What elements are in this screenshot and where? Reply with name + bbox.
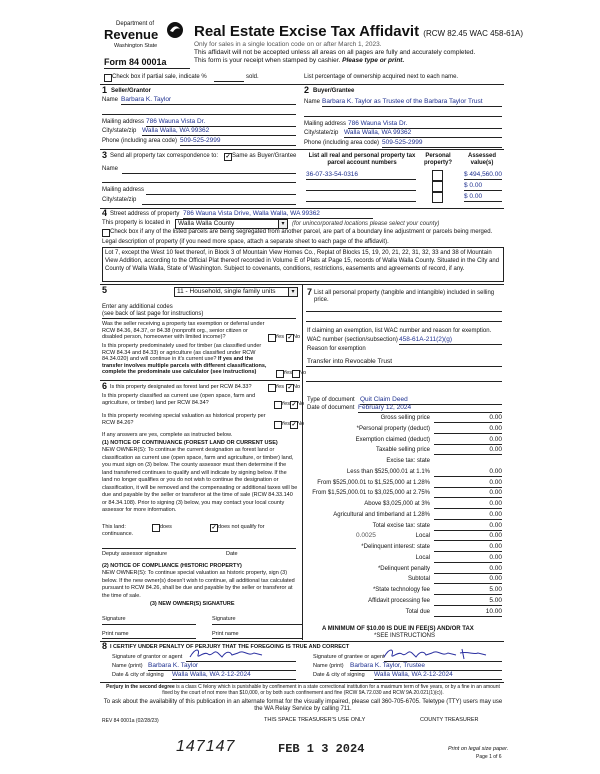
seller-phone-label: Phone (including area code) — [102, 138, 178, 144]
subtitle-1: Only for sales in a single location code on or after March 1, 2023. — [194, 41, 382, 48]
seller-heading: Seller/Grantor — [111, 88, 152, 94]
dept-of-label: Department of — [116, 21, 155, 27]
grantor-date-label: Date & city of signing — [112, 672, 164, 678]
historic-no-label: No — [297, 421, 305, 427]
county-treasurer-label: COUNTY TREASURER — [420, 717, 479, 723]
calc-row-value[interactable]: 0.00 — [434, 543, 502, 552]
personal-property-label: List all personal property (tangible and intangible) included in selling price. — [314, 290, 495, 303]
grantee-date-label: Date & city of signing — [313, 672, 365, 678]
owner-sig-2-label: Signature — [212, 616, 236, 622]
seller-name-label: Name — [102, 97, 119, 103]
sec6-num: 6 — [102, 381, 108, 391]
continuance-label: continuance. — [102, 531, 134, 537]
local-rate-value[interactable]: 0.0025 — [356, 532, 376, 539]
sec2-num: 2 — [304, 85, 310, 95]
calc-row-label: *State technology fee — [372, 587, 430, 593]
calc-row-value[interactable]: 5.00 — [434, 597, 502, 606]
street-address[interactable]: 786 Wauna Vista Drive, Walla Walla, WA 99362 — [183, 210, 373, 219]
certify-statement: I CERTIFY UNDER PENALTY OF PERJURY THAT THE FOREGOING IS TRUE AND CORRECT — [110, 644, 350, 650]
same-as-buyer-checkbox[interactable]: ✓ — [225, 154, 231, 160]
dor-logo — [104, 21, 184, 57]
wac-number[interactable]: 458-61A-211(2)(g) — [399, 336, 502, 345]
title-text: Real Estate Excise Tax Affidavit — [194, 23, 420, 40]
calc-row-value[interactable]: 0.00 — [434, 500, 502, 509]
segregated-checkbox[interactable] — [102, 229, 110, 237]
calc-row-label: From $525,000.01 to $1,525,000 at 1.28% — [317, 480, 430, 486]
q2-yes-label: Yes — [283, 370, 292, 376]
sec7-num: 7 — [307, 287, 313, 297]
assessed-col-header: Assessed value(s) — [467, 153, 497, 166]
subtitle-3 — [194, 57, 404, 65]
buyer-phone-label: Phone (including area code) — [304, 140, 380, 146]
calc-row-label: *Delinquent penalty — [377, 566, 430, 572]
dept-name: Revenue — [104, 27, 159, 42]
current-use-question: Is this property classified as current use (open space, farm and agriculture, or timber) land per RCW 84.34? — [102, 393, 256, 406]
unincorporated-note: (for unincorporated locations please select your county) — [292, 221, 440, 227]
assessed-value-1[interactable]: $ 494,560.00 — [464, 171, 502, 178]
form-title — [194, 24, 523, 42]
calc-row-label: Less than $525,000.01 at 1.1% — [346, 469, 430, 475]
personal-col-header: Personal property? — [423, 153, 452, 166]
seller-mail[interactable]: 786 Wauna Vista Dr. — [146, 118, 296, 127]
timber-q-b: If yes and the transfer involves multiple parcels with different classifications, complete the predominate use calculator (see instructions) — [102, 356, 267, 375]
buyer-mail[interactable]: 786 Wauna Vista Dr. — [348, 120, 502, 129]
q1-no-label: No — [293, 334, 301, 340]
this-land-label: This land: — [102, 524, 126, 530]
personal-checkbox-2[interactable] — [432, 181, 443, 192]
timber-q-a: Is this property predominately used for timber (as classified under RCW 84.34 and 84.33) or agriculture (as classified under RCW 84.34.020) and will continue in it's current use? — [102, 343, 262, 362]
calc-row-value[interactable]: 0.00 — [434, 532, 502, 541]
sec8-num: 8 — [102, 641, 108, 651]
q2-no-label: No — [299, 370, 307, 376]
sold-label: sold. — [246, 74, 259, 80]
list-pct-label: List percentage of ownership acquired next to each name. — [304, 74, 459, 80]
q1-yes-label: Yes — [275, 334, 284, 340]
deputy-assessor-label: Deputy assessor signature — [102, 551, 168, 557]
addl-codes-label: Enter any additional codes — [102, 304, 173, 310]
seller-mail-label: Mailing address — [102, 119, 145, 125]
sec5-num: 5 — [102, 285, 108, 295]
does-checkbox[interactable] — [152, 524, 160, 532]
forest-question: Is this property designated as forest land per RCW 84.33? — [110, 384, 252, 390]
calc-row-label: Agricultural and timberland at 1.28% — [333, 512, 430, 518]
reason-label: Reason for exemption — [307, 346, 366, 352]
county-dropdown-arrow-icon[interactable]: ▾ — [278, 219, 288, 229]
buyer-mail-label: Mailing address — [304, 121, 347, 127]
calc-row-label: Local — [415, 533, 430, 539]
title-cite: (RCW 82.45 WAC 458-61A) — [423, 29, 524, 38]
forest-no-checkbox[interactable]: ✓ — [287, 385, 293, 391]
owner-print-2-label: Print name — [212, 631, 239, 637]
calc-row-value[interactable]: 0.00 — [434, 479, 502, 488]
swirl-logo-icon — [166, 21, 184, 39]
land-use-dropdown-arrow-icon[interactable]: ▾ — [288, 287, 298, 297]
owner-print-1-label: Print name — [102, 631, 129, 637]
land-use-select[interactable] — [174, 287, 296, 297]
does-not-checkbox[interactable]: ✓ — [211, 525, 217, 531]
street-label: Street address of property — [110, 211, 180, 217]
corr-name-label: Name — [102, 166, 119, 172]
see-back-label: (see back of last page for instructions) — [102, 311, 204, 317]
calc-row-value[interactable]: 0.00 — [434, 414, 502, 423]
grantee-sig-label: Signature of grantee or agent — [313, 654, 385, 660]
handwritten-receipt-number: 147147 — [176, 738, 236, 755]
calc-row-value[interactable]: 0.00 — [434, 565, 502, 574]
historic-yes-label: Yes — [281, 421, 290, 427]
calc-row-label: Above $3,025,000 at 3% — [364, 501, 430, 507]
current-use-no-checkbox[interactable]: ✓ — [291, 402, 297, 408]
calc-row-value[interactable]: 0.00 — [434, 575, 502, 584]
current-use-yes-label: Yes — [281, 401, 290, 407]
calc-row-label: Excise tax: state — [386, 458, 430, 464]
grantor-name-label: Name (print) — [112, 663, 143, 669]
does-label: does — [160, 524, 172, 530]
revision-label: REV 84 0001a (02/28/23) — [102, 718, 159, 724]
assessed-value-2[interactable]: $ 0.00 — [464, 182, 502, 191]
assessed-value-3[interactable]: $ 0.00 — [464, 193, 502, 202]
seller-phone[interactable]: 509-525-2999 — [180, 137, 296, 146]
seller-city[interactable]: Walla Walla, WA 99362 — [142, 127, 296, 136]
calc-row-label: Exemption claimed (deduct) — [355, 437, 430, 443]
timber-question — [102, 343, 274, 376]
corr-mail-label: Mailing address — [102, 187, 145, 193]
correspondence-label: Send all property tax correspondence to: — [110, 153, 219, 159]
historic-question: Is this property receiving special valuation as historical property per RCW 84.26? — [102, 413, 266, 426]
personal-checkbox-1[interactable] — [432, 170, 443, 181]
buyer-name-label: Name — [304, 99, 321, 105]
parcels-col-header: List all real and personal property tax parcel account numbers — [308, 153, 416, 166]
legal-description-box[interactable] — [102, 247, 504, 282]
doc-type[interactable]: Quit Claim Deed — [360, 396, 502, 405]
calc-row-label: From $1,525,000.01 to $3,025,000 at 2.75% — [312, 490, 430, 496]
parcel-row-2-line — [306, 190, 416, 191]
current-use-no-label: No — [297, 401, 305, 407]
calc-row-label: *Personal property (deduct) — [356, 426, 430, 432]
see-instructions-note: *SEE INSTRUCTIONS — [374, 633, 436, 639]
doc-date-label: Date of document — [307, 405, 355, 411]
new-owner-sig-heading: (3) NEW OWNER(S) SIGNATURE — [150, 601, 235, 607]
partial-sale-checkbox[interactable] — [104, 74, 112, 82]
perjury-bold: Perjury in the second degree — [106, 684, 175, 690]
deputy-date-label: Date — [226, 551, 238, 557]
grantor-sig-label: Signature of grantor or agent — [112, 654, 183, 660]
grantee-date-city[interactable]: Walla Walla, WA 2-12-2024 — [374, 671, 502, 680]
alt-format-notice: To ask about the availability of this publication in an alternate format for the visually impaired, please call 360-705-6705. Teletype (TTY) users may use the WA Relay Service by calling 711. — [103, 699, 503, 712]
grantor-name[interactable]: Barbara K. Taylor — [148, 662, 296, 671]
buyer-city-label: City/state/zip — [304, 130, 339, 136]
parcel-row-3-line — [306, 201, 416, 202]
calc-row-label: Local — [415, 555, 430, 561]
legal-desc-label: Legal description of property (if you need more space, attach a separate sheet to each page of the affidavit). — [102, 239, 389, 245]
parcel-row-1[interactable]: 36-07-33-54-0316 — [306, 171, 359, 178]
claim-exemption-label: If claiming an exemption, list WAC number and reason for exemption. — [307, 328, 492, 334]
calc-row-value[interactable]: 10.00 — [434, 608, 502, 617]
subtitle-2: This affidavit will not be accepted unless all areas on all pages are fully and accurately completed. — [194, 49, 476, 56]
doc-date[interactable]: February 12, 2024 — [358, 404, 502, 413]
calc-row-value[interactable]: 0.00 — [434, 436, 502, 445]
forest-yes-label: Yes — [275, 384, 284, 390]
if-yes-intro: If any answers are yes, complete as instructed below. — [102, 432, 233, 438]
buyer-phone[interactable]: 509-525-2999 — [382, 139, 502, 148]
owner-sig-1-label: Signature — [102, 616, 126, 622]
q1-no-checkbox[interactable]: ✓ — [287, 335, 293, 341]
county-select-value: Walla Walla County — [178, 220, 235, 227]
state-label: Washington State — [114, 43, 158, 49]
buyer-heading: Buyer/Grantee — [313, 88, 355, 94]
grantee-name-label: Name (print) — [313, 663, 344, 669]
calc-row-label: Affidavit processing fee — [368, 598, 430, 604]
sec3-num: 3 — [102, 150, 108, 160]
notice-compliance-text: NEW OWNER(S): To continue special valuation as historic property, sign (3) below. If the new owner(s) doesn't wish to continue, all additional tax calculated pursuant to RCW 84.26, shall be due and payable by the seller or transferor at the time of sale. — [102, 570, 295, 599]
does-not-label: does not qualify for — [218, 524, 265, 530]
calc-row-value[interactable]: 5.00 — [434, 586, 502, 595]
calc-row-label: Total excise tax: state — [372, 523, 430, 529]
historic-no-checkbox[interactable]: ✓ — [291, 422, 297, 428]
sec1-num: 1 — [102, 85, 108, 95]
calc-row-value[interactable]: 0.00 — [434, 446, 502, 455]
perjury-notice — [102, 684, 504, 696]
notice-continuance-heading: (1) NOTICE OF CONTINUANCE (FOREST LAND OR CURRENT USE) — [102, 440, 278, 446]
same-as-buyer-label: Same as Buyer/Grantee — [232, 153, 297, 159]
legal-paper-note: Print on legal size paper. — [448, 746, 509, 752]
corr-city-label: City/state/zip — [102, 197, 137, 203]
buyer-name[interactable]: Barbara K. Taylor as Trustee of the Barbara Taylor Trust — [322, 98, 502, 107]
notice-continuance-text: NEW OWNER(S): To continue the current designation as forest land or classification as current use (open space, farm and agriculture, or timber) land, you must sign on (3) below. The county assessor must then determine if the land transferred continues to qualify and will indicate by signing below. If the land no longer qualifies or you do not wish to continue the designation or classification, it will be removed and the compensating or additional taxes will be due and payable by the seller or transferor at the time of sale (RCW 84.33.140 or 84.34.108). Prior to signing (3) below, you may contact your local county assessor for more information. — [102, 447, 298, 513]
form-number: Form 84 0001a — [104, 57, 167, 67]
land-use-value: 11 - Household, single family units — [177, 288, 276, 295]
exemption-reason[interactable]: Transfer into Revocable Trust — [307, 358, 393, 365]
treasurer-use-label: THIS SPACE TREASURER'S USE ONLY — [264, 717, 366, 723]
subtitle-3-text: This form is your receipt when stamped by cashier. — [194, 57, 341, 64]
page-number: Page 1 of 6 — [476, 754, 502, 760]
calc-row-value[interactable]: 0.00 — [434, 511, 502, 520]
calc-row-value[interactable]: 0.00 — [434, 554, 502, 563]
sec4-num: 4 — [102, 208, 108, 218]
county-select[interactable] — [175, 219, 287, 229]
calc-row-value[interactable]: 0.00 — [434, 425, 502, 434]
minimum-due-note: A MINIMUM OF $10.00 IS DUE IN FEE(S) AND/OR TAX — [322, 626, 474, 632]
received-date-stamp: FEB 1 3 2024 — [278, 742, 365, 756]
calc-row-value[interactable]: 0.00 — [434, 522, 502, 531]
legal-description: Lot 7, except the West 10 feet thereof, in Block 3 of Mountain View Homes Co., Replat of Blocks 15, 19, 20, 21, 22, 31, 32, 33 and 38 of Mountain View Addition, according to the Official Plat thereof recorded in Volume E of Plats at Page 15, records of Walla Walla County. Situated in the City and County of Walla Walla, State of Washington. Subject to covenants, conditions, restrictions, easements and agreements of record, if any. — [105, 250, 500, 272]
segregated-label: Check box if any of the listed parcels are being segregated from another parcel, are part of a boundary line adjustment or parcels being merged. — [110, 229, 493, 235]
subtitle-3-bold: Please type or print. — [342, 57, 405, 64]
partial-sale-label: Check box if partial sale, indicate % — [112, 74, 207, 80]
calc-row-label: Gross selling price — [380, 415, 430, 421]
notice-compliance-heading: (2) NOTICE OF COMPLIANCE (HISTORIC PROPERTY) — [102, 563, 242, 569]
seller-city-label: City/state/zip — [102, 128, 137, 134]
buyer-city[interactable]: Walla Walla, WA 99362 — [344, 129, 502, 138]
seller-name[interactable]: Barbara K. Taylor — [121, 96, 296, 105]
forest-no-label: No — [293, 384, 301, 390]
calc-row-label: Subtotal — [407, 576, 430, 582]
grantor-date-city[interactable]: Walla Walla, WA 2-12-2024 — [172, 671, 296, 680]
calc-row-value[interactable]: 0.00 — [434, 468, 502, 477]
exemption-question: Was the seller receiving a property tax exemption or deferral under RCW 84.36, 84.37, or 84.38 (nonprofit org., senior citizen or disabled person, homeowner with limited income)? — [102, 321, 265, 340]
grantee-name[interactable]: Barbara K. Taylor, Trustee — [350, 662, 502, 671]
doc-type-label: Type of document — [307, 397, 355, 403]
perjury-text: is a class C felony which is punishable by confinement in a state correctional institution for a maximum term of five years, or by a fine in an amount fixed by the court of not more than $10,000, or by both such confinement and fine (RCW 9A.72.030 and RCW 9A.20.021(1)(c)). — [162, 684, 500, 696]
calc-row-label: Total due — [405, 609, 430, 615]
calc-row-label: Taxable selling price — [375, 447, 430, 453]
wac-label: WAC number (section/subsection) — [307, 337, 398, 343]
located-in-label: This property is located in — [102, 220, 171, 226]
calc-row-value[interactable]: 0.00 — [434, 489, 502, 498]
calc-row-label: *Delinquent interest: state — [361, 544, 430, 550]
personal-checkbox-3[interactable] — [432, 192, 443, 203]
